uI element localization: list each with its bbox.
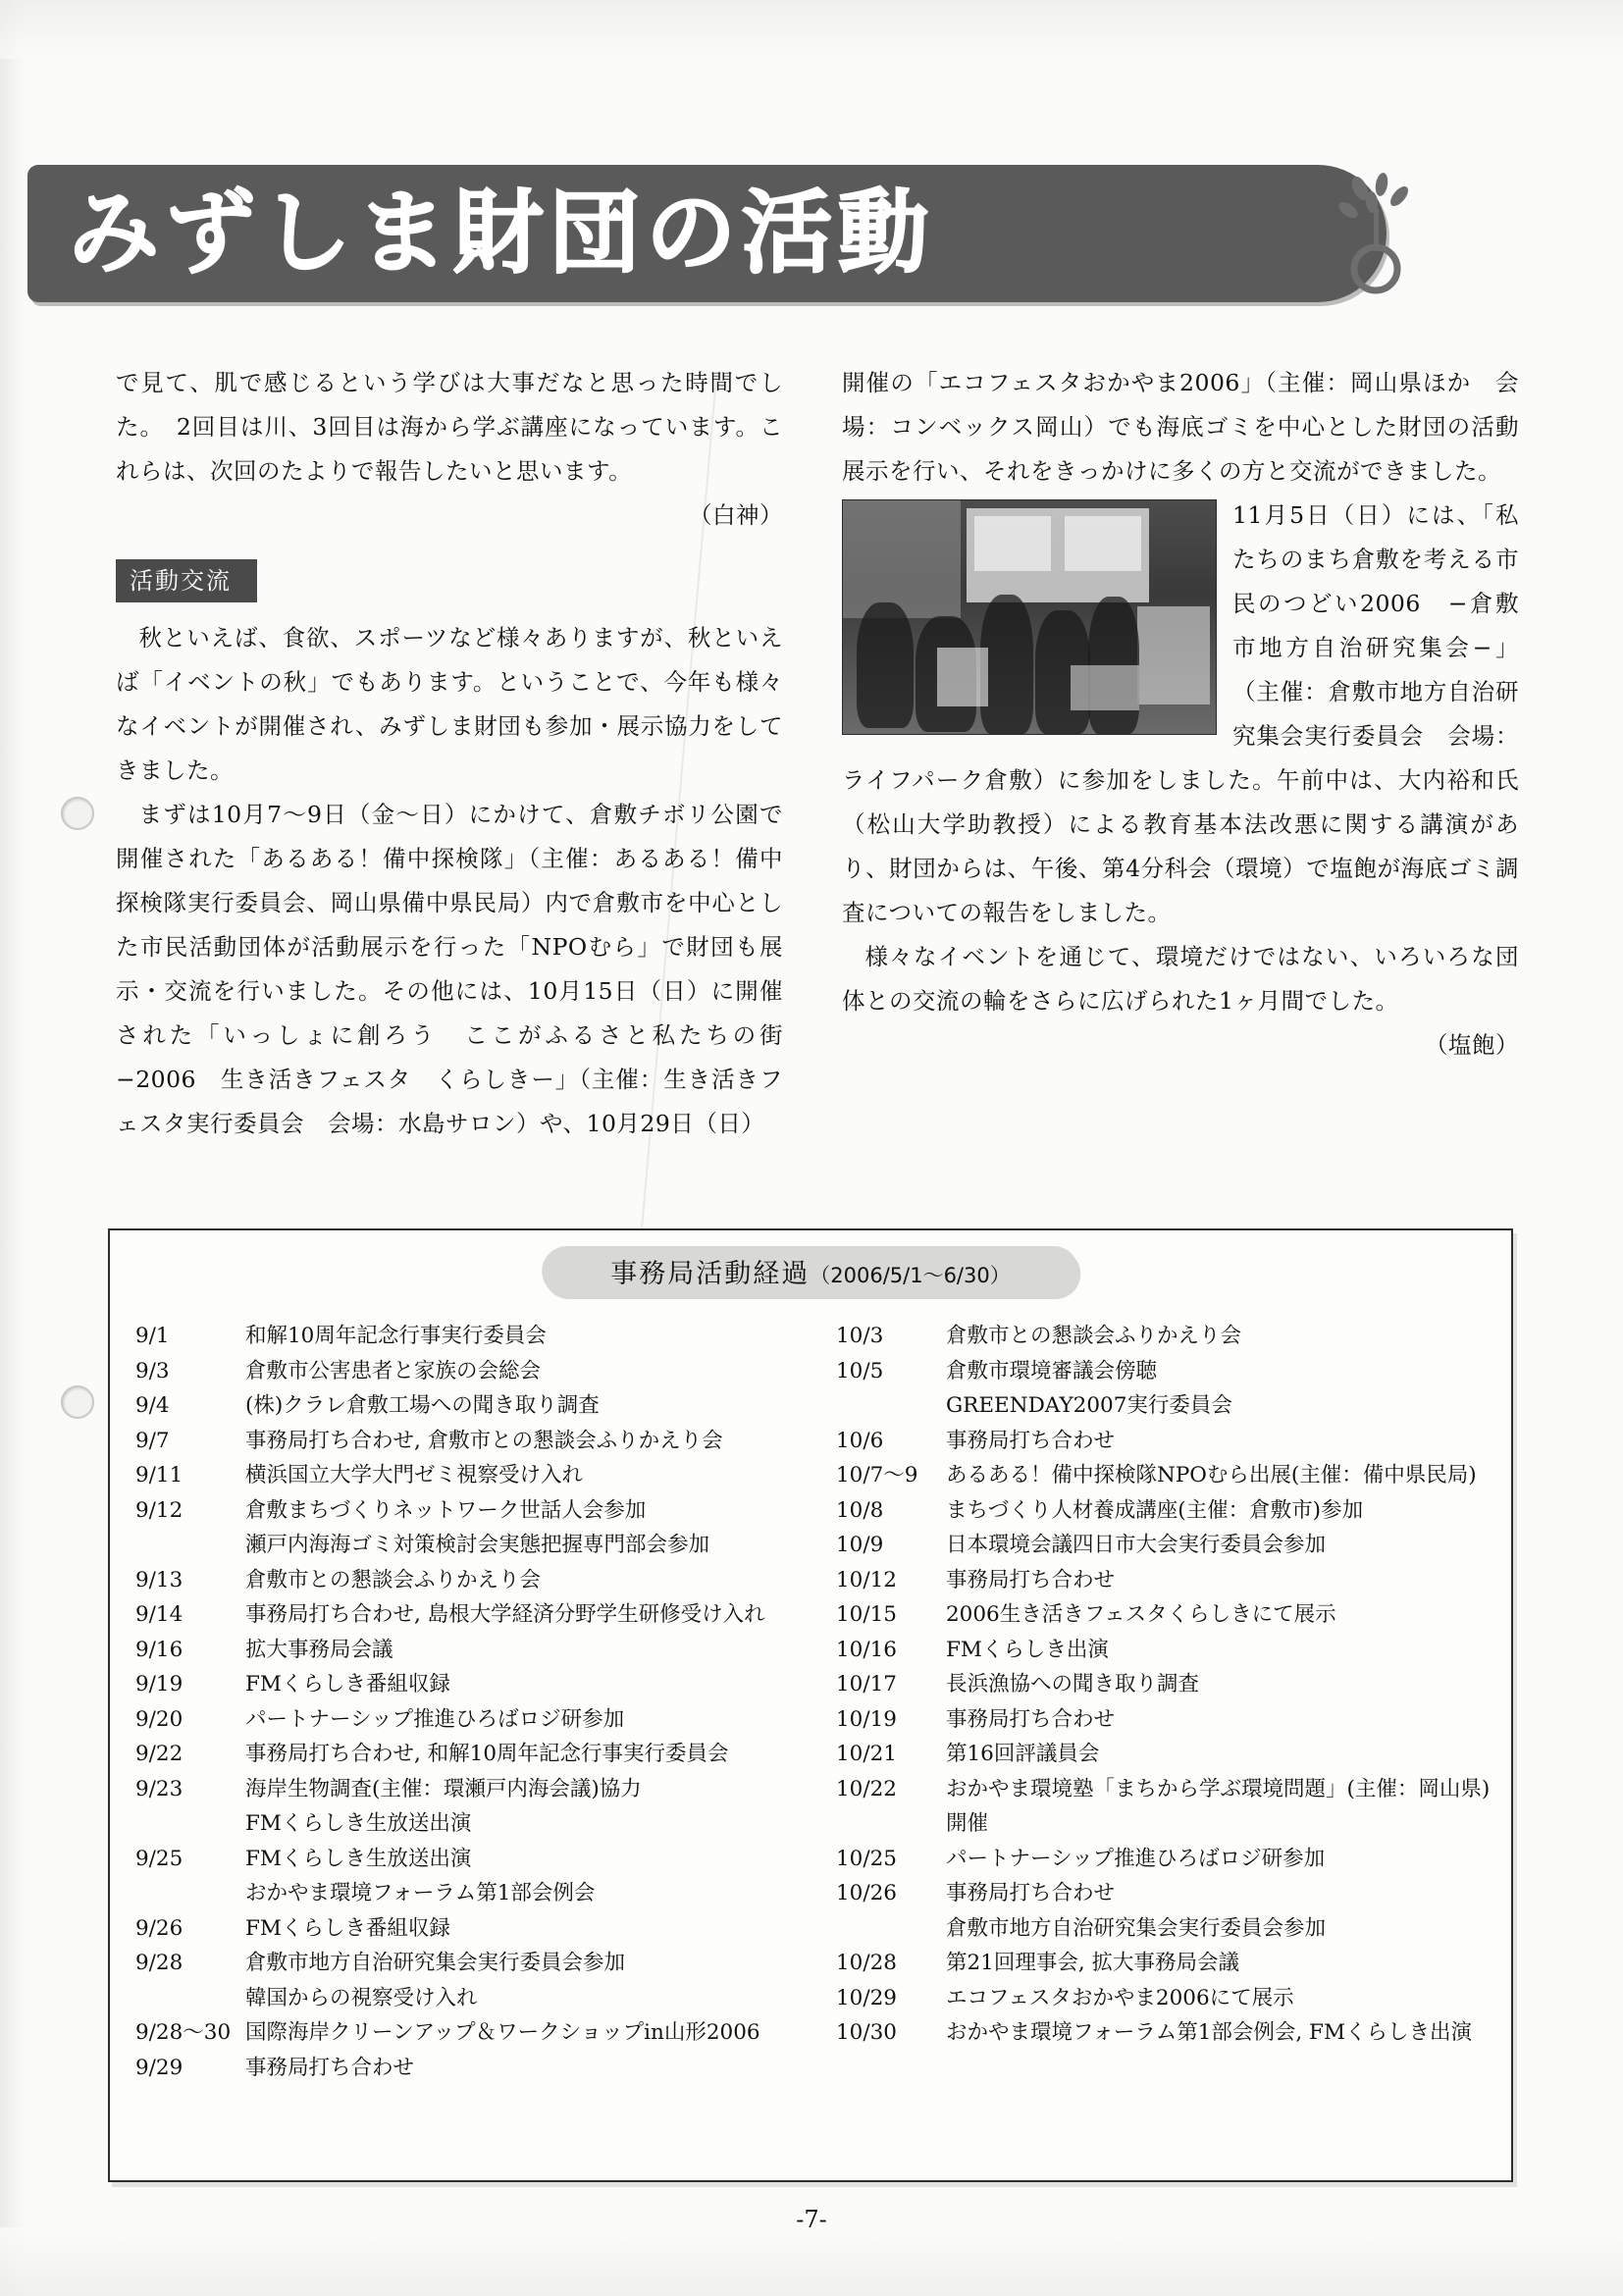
log-text: FMくらしき出演 — [946, 1637, 1109, 1662]
list-item — [135, 1702, 795, 1738]
log-text: FMくらしき生放送出演 — [245, 1811, 472, 1836]
log-date: 10/6 — [836, 1428, 884, 1453]
list-item — [836, 1388, 1495, 1424]
list-item — [135, 1388, 795, 1424]
list-item — [836, 1597, 1495, 1633]
list-item — [135, 1563, 795, 1598]
log-text: FMくらしき番組収録 — [245, 1915, 450, 1941]
log-date: 9/11 — [135, 1463, 183, 1487]
page-number: -7- — [796, 2206, 827, 2233]
left-paragraph-2: 秋といえば、食欲、スポーツなど様々ありますが、秋といえば「イベントの秋」でもあります。ということで、今年も様々なイベントが開催され、みずしま財団も参加・展示協力をしてきました。 — [116, 624, 783, 784]
list-item — [135, 2015, 795, 2051]
log-date: 9/4 — [135, 1393, 170, 1418]
log-date: 9/14 — [135, 1602, 183, 1627]
log-date: 10/26 — [836, 1881, 897, 1905]
log-text: (株)クラレ倉敷工場への聞き取り調査 — [245, 1393, 600, 1418]
activity-log-columns — [110, 1319, 1511, 2085]
right-paragraph-1: 開催の「エコフェスタおかやま2006」（主催：岡山県ほか 会場：コンベックス岡山）でも海底ゴミを中心とした財団の活動展示を行い、それをきっかけに多くの方と交流ができました。 — [842, 369, 1519, 485]
plant-sprout-icon — [1313, 171, 1431, 298]
left-paragraph-1-signature: （白神） — [689, 501, 783, 529]
activity-log-right-column — [811, 1319, 1511, 2085]
log-date: 10/9 — [836, 1533, 884, 1557]
list-item — [135, 1597, 795, 1633]
right-text-column — [842, 361, 1519, 1068]
log-text: 事務局打ち合わせ — [946, 1706, 1116, 1732]
log-text: FMくらしき番組収録 — [245, 1672, 450, 1696]
log-date: 9/28〜30 — [135, 2020, 232, 2045]
log-date: 10/25 — [836, 1846, 897, 1871]
log-text: 事務局打ち合わせ — [946, 1428, 1116, 1453]
log-date: 9/25 — [135, 1846, 183, 1871]
list-item — [135, 1842, 795, 1877]
list-item — [836, 1563, 1495, 1598]
log-date: 10/16 — [836, 1637, 897, 1662]
punch-hole-icon — [61, 1385, 94, 1419]
list-item — [135, 1876, 795, 1911]
log-date: 9/16 — [135, 1637, 183, 1662]
log-text: まちづくり人材養成講座(主催：倉敷市)参加 — [946, 1497, 1364, 1523]
log-date: 10/5 — [836, 1358, 884, 1383]
log-date: 10/30 — [836, 2020, 897, 2045]
log-text: 倉敷市地方自治研究集会実行委員会参加 — [245, 1951, 626, 1975]
log-text: 事務局打ち合わせ, 倉敷市との懇談会ふりかえり会 — [245, 1428, 723, 1453]
log-date: 10/21 — [836, 1742, 897, 1766]
activity-log-title-text: 事務局活動経過 — [610, 1259, 811, 1289]
log-text: 倉敷市地方自治研究集会実行委員会参加 — [946, 1915, 1327, 1941]
page-title: みずしま財団の活動 — [69, 181, 935, 286]
list-item — [135, 1528, 795, 1563]
log-date: 10/8 — [836, 1497, 884, 1523]
list-item — [836, 1981, 1495, 2016]
right-paragraph-3-signature: （塩飽） — [1425, 1031, 1519, 1059]
exhibition-photo — [842, 499, 1217, 735]
list-item — [836, 1633, 1495, 1668]
activity-log-date-range: （2006/5/1〜6/30） — [810, 1264, 1011, 1287]
log-text: FMくらしき生放送出演 — [245, 1846, 472, 1871]
log-text: 事務局打ち合わせ — [946, 1567, 1116, 1592]
list-item — [836, 1842, 1495, 1877]
left-paragraph-1: で見て、肌で感じるという学びは大事だなと思った時間でした。 2回目は川、3回目は海から学ぶ講座になっています。これらは、次回のたよりで報告したいと思います。 — [116, 369, 783, 485]
section-heading-activity-exchange: 活動交流 — [116, 559, 257, 602]
log-text: あるある！備中探検隊NPOむら出展(主催：備中県民局) — [946, 1463, 1477, 1487]
list-item — [836, 1946, 1495, 1981]
log-text: 2006生き活きフェスタくらしきにて展示 — [946, 1602, 1336, 1627]
list-item — [135, 1772, 795, 1807]
log-date: 10/3 — [836, 1324, 884, 1348]
log-date: 9/7 — [135, 1428, 170, 1453]
log-date: 9/22 — [135, 1742, 183, 1766]
log-text: 長浜漁協への聞き取り調査 — [946, 1672, 1200, 1696]
list-item — [836, 1911, 1495, 1947]
log-text: 事務局打ち合わせ, 島根大学経済分野学生研修受け入れ — [245, 1602, 765, 1627]
list-item — [836, 1702, 1495, 1738]
list-item — [836, 1667, 1495, 1702]
list-item — [135, 1354, 795, 1389]
log-text: エコフェスタおかやま2006にて展示 — [946, 1985, 1294, 2010]
scan-edge-left — [0, 0, 26, 2296]
log-text: 倉敷市環境審議会傍聴 — [946, 1358, 1158, 1383]
log-text: おかやま環境フォーラム第1部会例会, FMくらしき出演 — [946, 2020, 1472, 2045]
log-text: 第16回評議員会 — [946, 1742, 1100, 1766]
log-text: GREENDAY2007実行委員会 — [946, 1393, 1232, 1418]
log-date: 10/19 — [836, 1706, 897, 1732]
log-text: パートナーシップ推進ひろばロジ研参加 — [946, 1846, 1326, 1871]
log-date: 10/29 — [836, 1985, 897, 2010]
log-text: 国際海岸クリーンアップ＆ワークショップin山形2006 — [245, 2020, 760, 2045]
log-text: 拡大事務局会議 — [245, 1637, 393, 1662]
log-date: 10/12 — [836, 1567, 897, 1592]
log-text: 事務局打ち合わせ — [245, 2055, 415, 2080]
list-item — [135, 1319, 795, 1354]
log-date: 9/23 — [135, 1776, 183, 1801]
list-item — [135, 1424, 795, 1459]
scan-edge-bottom — [0, 2227, 1623, 2296]
log-text: 倉敷市との懇談会ふりかえり会 — [245, 1567, 542, 1592]
log-date: 9/19 — [135, 1672, 183, 1696]
log-date: 10/17 — [836, 1672, 897, 1696]
punch-hole-icon — [61, 797, 94, 830]
list-item — [135, 2051, 795, 2086]
log-date: 9/20 — [135, 1706, 183, 1732]
list-item — [135, 1493, 795, 1529]
activity-log-left-column — [110, 1319, 811, 2085]
log-date: 9/29 — [135, 2055, 183, 2080]
list-item — [836, 1528, 1495, 1563]
log-text: 瀬戸内海海ゴミ対策検討会実態把握専門部会参加 — [245, 1533, 710, 1557]
log-date: 10/28 — [836, 1951, 897, 1975]
list-item — [135, 1946, 795, 1981]
activity-log-box — [108, 1228, 1513, 2182]
list-item — [836, 1319, 1495, 1354]
list-item — [836, 1737, 1495, 1772]
log-text: 倉敷市との懇談会ふりかえり会 — [946, 1324, 1242, 1348]
log-date: 9/12 — [135, 1497, 183, 1523]
log-text: 日本環境会議四日市大会実行委員会参加 — [946, 1533, 1327, 1557]
list-item — [836, 1354, 1495, 1389]
log-text: 第21回理事会, 拡大事務局会議 — [946, 1951, 1240, 1975]
left-text-column — [116, 361, 807, 1146]
log-date: 9/13 — [135, 1567, 183, 1592]
activity-log-title — [542, 1246, 1078, 1296]
log-date: 10/22 — [836, 1776, 897, 1801]
right-paragraph-3: 様々なイベントを通じて、環境だけではない、いろいろな団体との交流の輪をさらに広げられた1ヶ月間でした。 — [842, 943, 1519, 1015]
log-text: 倉敷まちづくりネットワーク世話人会参加 — [245, 1497, 647, 1523]
list-item — [135, 1667, 795, 1702]
right-paragraph-2: 11月5日（日）には、「私たちのまち倉敷を考える市民のつどい2006 −倉敷市地方自治研究集会−」（主催：倉敷市地方自治研究集会実行委員会 会場：ライフパーク倉敷）に参加をしました。午前中は、大内裕和氏（松山大学助教授）による教育基本法改悪に関する講演があり、財団からは、午後、第4分科会（環境）で塩飽が海底ゴミ調査についての報告をしました。 — [842, 501, 1519, 926]
log-text: 倉敷市公害患者と家族の会総会 — [245, 1358, 542, 1383]
log-text: 韓国からの視察受け入れ — [245, 1985, 478, 2010]
list-item — [135, 1806, 795, 1842]
log-text: 横浜国立大学大門ゼミ視察受け入れ — [245, 1463, 584, 1487]
list-item — [135, 1737, 795, 1772]
list-item — [836, 1772, 1495, 1842]
left-paragraph-3: まずは10月7〜9日（金〜日）にかけて、倉敷チボリ公園で開催された「あるある！備中探検隊」（主催：あるある！備中探検隊実行委員会、岡山県備中県民局）内で倉敷市を中心とした市民活動団体が活動展示を行った「NPOむら」で財団も展示・交流を行いました。その他には、10月15日（日）に開催された「いっしょに創ろう ここがふるさと私たちの街 −2006 生き活きフェスタ くらしきー」（主催：生き活きフェスタ実行委員会 会場：水島サロン）や、10月29日（日） — [116, 801, 807, 1137]
log-date: 9/1 — [135, 1324, 170, 1348]
list-item — [836, 1458, 1495, 1493]
list-item — [836, 1876, 1495, 1911]
list-item — [135, 1981, 795, 2016]
list-item — [135, 1458, 795, 1493]
log-text: 海岸生物調査(主催：環瀬戸内海会議)協力 — [245, 1776, 642, 1801]
log-text: 事務局打ち合わせ, 和解10周年記念行事実行委員会 — [245, 1742, 729, 1766]
scan-edge-top — [0, 0, 1623, 59]
log-date: 9/26 — [135, 1915, 183, 1941]
page-banner — [27, 165, 1431, 302]
list-item — [836, 1493, 1495, 1529]
log-text: おかやま環境フォーラム第1部会例会 — [245, 1881, 596, 1905]
list-item — [135, 1911, 795, 1947]
log-text: パートナーシップ推進ひろばロジ研参加 — [245, 1706, 625, 1732]
list-item — [135, 1633, 795, 1668]
log-text: 事務局打ち合わせ — [946, 1881, 1116, 1905]
log-date: 9/3 — [135, 1358, 170, 1383]
log-date: 10/7〜9 — [836, 1463, 918, 1487]
log-text: おかやま環境塾「まちから学ぶ環境問題」(主催：岡山県)開催 — [946, 1776, 1491, 1836]
right-paragraph-1-lead — [842, 361, 1519, 494]
log-date: 10/15 — [836, 1602, 897, 1627]
log-text: 和解10周年記念行事実行委員会 — [245, 1324, 547, 1348]
log-date: 9/28 — [135, 1951, 183, 1975]
list-item — [836, 1424, 1495, 1459]
list-item — [836, 2015, 1495, 2051]
